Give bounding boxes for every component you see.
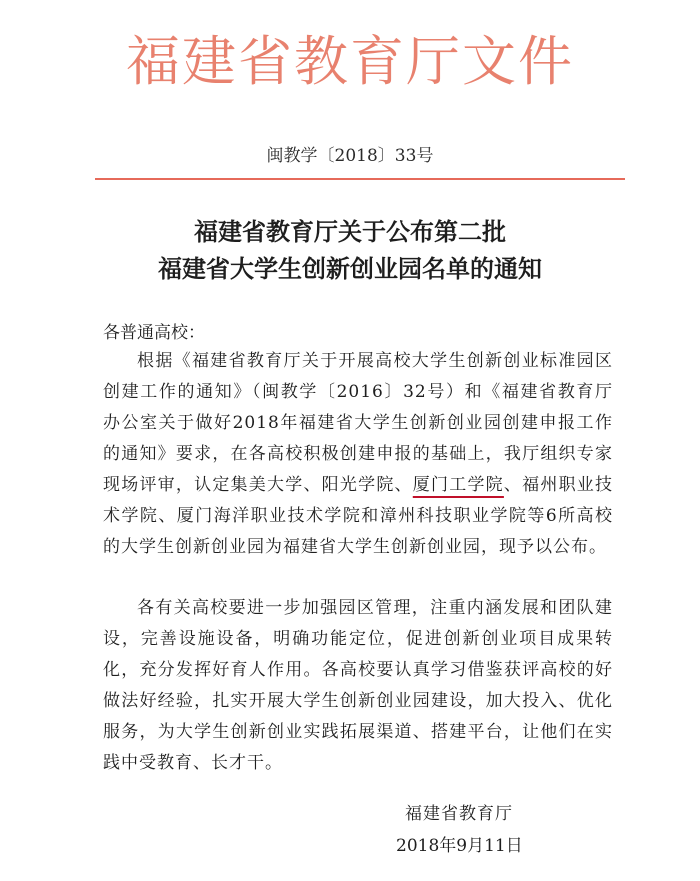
paragraph-1-text-a: 根据《福建省教育厅关于开展高校大学生创新创业标准园区创建工作的通知》（闽教学〔2016〕32号）和《福建省教育厅办公室关于做好2018年福建省大学生创新创业园创建申报工作的通知》要求，在各高校积极创建申报的基础上，我厅组织专家现场评审，认定集美大学、阳光学院、 [103,351,613,495]
header-divider [95,178,625,180]
signature-organization: 福建省教育厅 [405,804,513,824]
document-number: 闽教学〔2018〕33号 [266,146,434,166]
notice-title-line-2: 福建省大学生创新创业园名单的通知 [158,255,542,283]
notice-title-line-1: 福建省教育厅关于公布第二批 [194,218,506,246]
salutation: 各普通高校： [103,323,205,343]
body-paragraph-1 [103,346,613,563]
paragraph-1-text-b: 、福州职业技术学院、厦门海洋职业技术学院和漳州科技职业学院等6所高校的大学生创新创业园为福建省大学生创新创业园，现予以公布。 [103,475,614,557]
signature-date: 2018年9月11日 [396,836,523,856]
body-paragraph-2: 各有关高校要进一步加强园区管理，注重内涵发展和团队建设，完善设施设备，明确功能定位，促进创新创业项目成果转化，充分发挥好育人作用。各高校要认真学习借鉴获评高校的好做法好经验，扎实开展大学生创新创业园建设，加大投入、优化服务，为大学生创新创业实践拓展渠道、搭建平台，让他们在实践中受教育、长才干。 [103,598,613,773]
document-header-title: 福建省教育厅文件 [126,30,574,93]
underlined-school-name: 厦门工学院 [412,475,504,495]
